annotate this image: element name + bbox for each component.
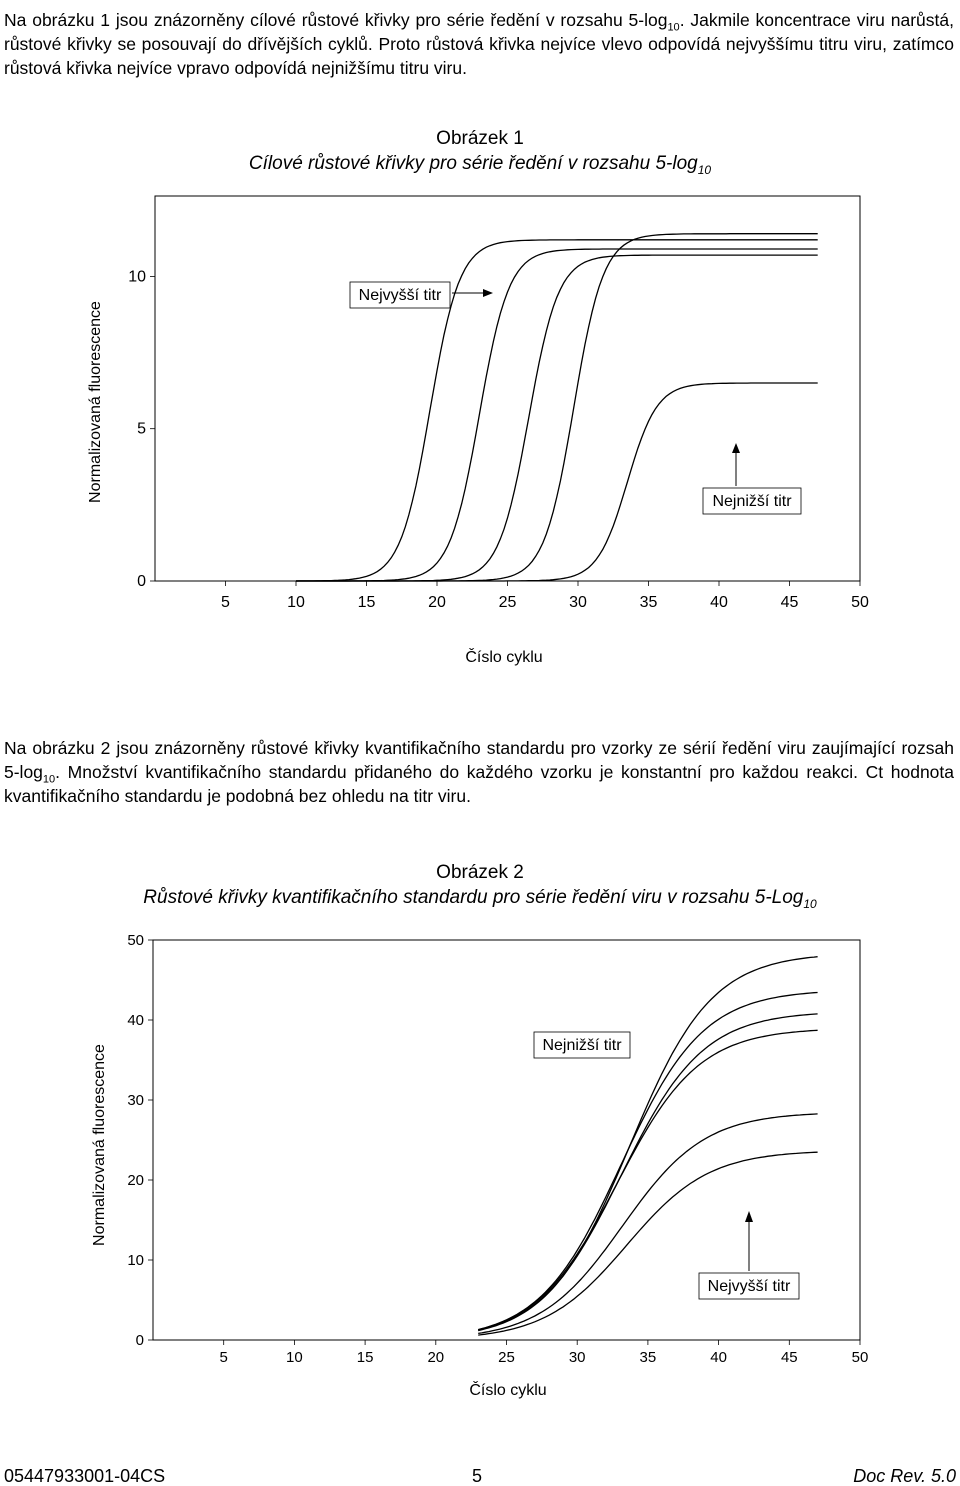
x-tick-label: 25 [498,594,517,611]
x-tick-label: 5 [221,594,230,611]
x-axis-ticks [221,581,869,611]
y-axis-label: Normalizovaná fluorescence [87,301,104,503]
y-tick-label: 5 [137,420,146,438]
x-tick-label: 25 [498,1349,515,1366]
figure1-label: Obrázek 1 [436,128,524,149]
x-tick-label: 15 [357,594,376,611]
x-tick-label: 20 [427,1349,445,1366]
x-axis-ticks [220,1340,869,1366]
figure2-label: Obrázek 2 [436,862,524,883]
x-tick-label: 10 [287,594,305,611]
y-tick-label: 20 [127,1172,144,1189]
highest-titer-arrowhead [483,289,493,297]
series-line-5 [296,383,818,581]
y-axis-ticks [128,268,155,590]
y-axis-label: Normalizovaná fluorescence [91,1044,108,1246]
y-tick-label: 10 [128,268,146,286]
highest-titer-arrowhead [745,1211,753,1222]
x-axis-label: Číslo cyklu [465,649,543,666]
x-tick-label: 35 [639,594,658,611]
x-tick-label: 40 [710,1349,727,1366]
plot-frame [155,196,860,581]
figure1-title [0,126,960,176]
y-tick-label: 10 [127,1252,144,1269]
y-tick-label: 0 [137,573,146,590]
x-tick-label: 30 [569,594,587,611]
figure1-chart [0,180,960,680]
y-tick-label: 40 [127,1012,144,1029]
series-line-5 [478,1114,817,1334]
figure2-chart [0,925,960,1405]
x-tick-label: 5 [219,1349,228,1366]
paragraph-intro-figure1: Na obrázku 1 jsou znázorněny cílové růstové křivky pro série ředění v rozsahu $5-\log_{10}$. Jakmile koncentrace viru narůstá, růstové křivky se posouvají do dřívějších cyklů. Proto růstová křivka nejvíce vlevo odpovídá nejvyššímu titru viru, zatímco růstová křivka nejvíce vpravo odpovídá nejnižšímu titru viru. [4,10,954,78]
x-tick-label: 10 [286,1349,303,1366]
x-tick-label: 50 [851,1349,869,1366]
figure2-caption: Růstové křivky kvantifikačního standardu pro série ředění viru v rozsahu 5-Log$_{10}$ [143,887,817,911]
highest-titer-label: Nejvyšší titr [358,287,442,304]
figure2-title [0,860,960,910]
lowest-titer-label: Nejnižší titr [712,493,792,510]
highest-titer-label: Nejvyšší titr [707,1278,791,1295]
paragraph-intro-figure2: Na obrázku 2 jsou znázorněny růstové křivky kvantifikačního standardu pro vzorky ze sérií ředění viru zaujímající rozsah $5-\log_{10}$. Množství kvantifikačního standardu přidaného do každého vzorku je konstantní pro každou reakci. Ct hodnota kvantifikačního standardu je podobná bez ohledu na titr viru. [4,738,954,806]
x-tick-label: 20 [428,594,446,611]
lowest-titer-arrowhead [732,443,740,453]
x-tick-label: 40 [710,594,728,611]
x-tick-label: 50 [851,594,869,611]
x-tick-label: 15 [356,1349,374,1366]
footer-revision: Doc Rev. 5.0 [853,1466,956,1486]
y-tick-label: 30 [127,1092,144,1109]
y-tick-label: 50 [127,932,144,949]
y-tick-label: 0 [135,1332,144,1349]
y-axis-ticks [127,932,153,1349]
footer-doc-number: 05447933001-04CS [4,1466,166,1486]
x-tick-label: 35 [639,1349,657,1366]
footer-page-number: 5 [472,1466,483,1486]
figure1-caption: Cílové růstové křivky pro série ředění v rozsahu $5-\log_{10}$ [248,153,712,177]
x-tick-label: 45 [780,1349,798,1366]
x-tick-label: 45 [780,594,799,611]
x-tick-label: 30 [568,1349,586,1366]
x-axis-label: Číslo cyklu [469,1382,547,1399]
lowest-titer-label: Nejnižší titr [542,1037,622,1054]
